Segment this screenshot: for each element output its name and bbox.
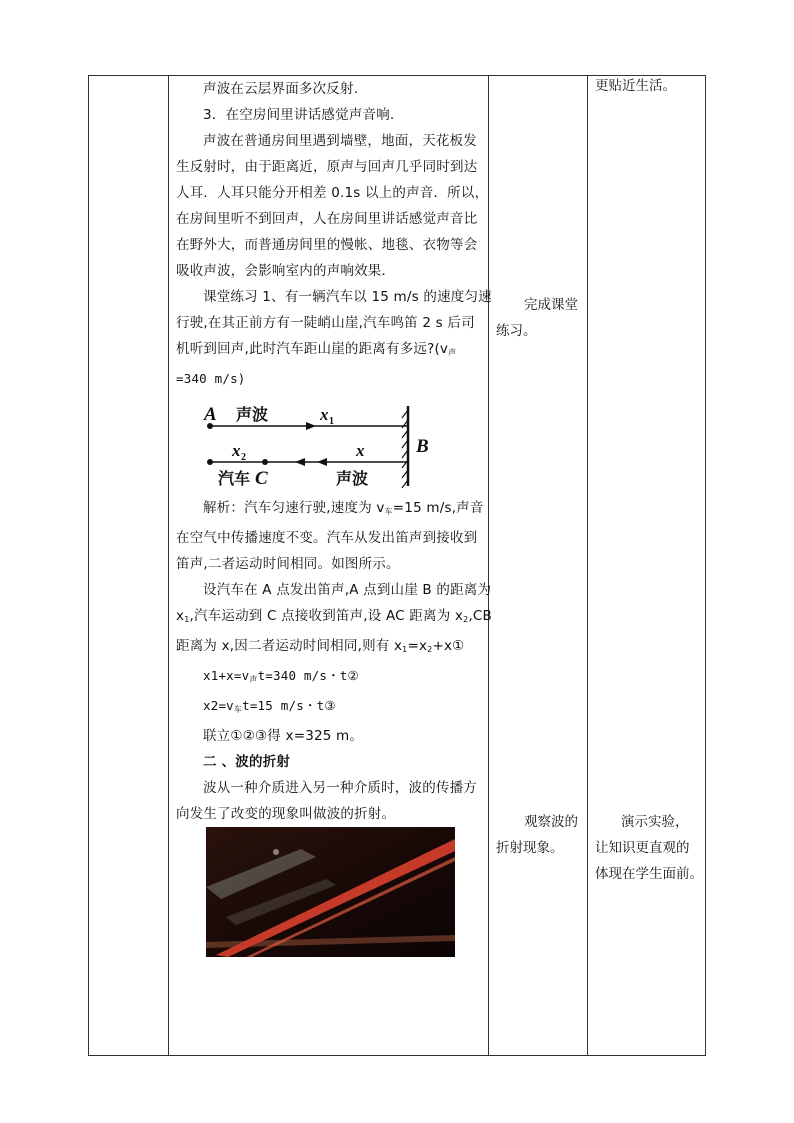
label-car: 汽车	[218, 469, 251, 488]
activity-line: 观察波的	[524, 814, 578, 830]
label-b: B	[416, 436, 429, 457]
solution-line: 设汽车在 A 点发出笛声,A 点到山崖 B 的距离为	[203, 582, 492, 598]
label-wave-bottom: 声波	[336, 469, 369, 488]
subscript: 车	[384, 507, 393, 516]
label-x1: x	[320, 405, 329, 424]
text-line: 向发生了改变的现象叫做波的折射。	[176, 806, 396, 822]
equation-line: $x2=v_车t=15$ m/s・t③	[203, 698, 336, 714]
text-line: 人耳．人耳只能分开相差 0.1s 以上的声音．所以，	[176, 185, 489, 201]
text-line: 生反射时，由于距离近，原声与回声几乎同时到达	[176, 159, 478, 175]
column-divider	[587, 76, 588, 1055]
solution-line: 在空气中传播速度不变。汽车从发出笛声到接收到	[176, 530, 478, 546]
lower-right-arrowhead	[317, 458, 327, 466]
exercise-line: =340 m/s)	[176, 371, 246, 386]
refraction-experiment-photo	[206, 827, 455, 957]
exercise-line: 行驶,在其正前方有一陡峭山崖,汽车鸣笛 2 s 后司	[176, 315, 475, 331]
label-x2-sub: 2	[241, 452, 246, 463]
intent-line: 让知识更直观的	[595, 840, 690, 856]
subscript: 1	[402, 645, 408, 654]
text-line: 吸收声波，会影响室内的声响效果．	[176, 263, 396, 279]
point-c-dot	[262, 459, 268, 465]
subscript: 1	[184, 615, 190, 624]
label-x2: x	[232, 441, 241, 460]
photo-illustration	[206, 827, 455, 957]
subscript: 2	[463, 615, 469, 624]
subscript: 2	[427, 645, 433, 654]
lower-left-arrowhead	[295, 458, 305, 466]
equation-line: 联立①②③得 x=325 m。	[203, 728, 364, 744]
intent-line: 更贴近生活。	[595, 78, 676, 94]
label-a: A	[204, 404, 217, 425]
exercise-line: 机听到回声,此时汽车距山崖的距离有多远$?(v_声$	[176, 341, 457, 357]
section-heading: 二 、波的折射	[203, 754, 291, 770]
intent-line: 演示实验，	[621, 814, 689, 830]
column-divider	[488, 76, 489, 1055]
solution-line: 解析：汽车匀速行驶,速度为 $v_车=15$ m/s,声音	[203, 500, 484, 516]
upper-arrowhead	[306, 422, 316, 430]
solution-line: $x_1$,汽车运动到 C 点接收到笛声,设 AC 距离为 $x_2,CB$	[176, 608, 492, 624]
label-x: x	[356, 441, 365, 460]
column-divider	[168, 76, 169, 1055]
text-line: 在房间里听不到回声，人在房间里讲话感觉声音比	[176, 211, 478, 227]
label-x1-sub: 1	[329, 416, 334, 427]
exercise-line: 课堂练习 1、有一辆汽车以 15 m/s 的速度匀速	[203, 289, 492, 305]
solution-line: 距离为 x,因二者运动时间相同,则有 $x_1=x_2+x①$	[176, 638, 465, 654]
activity-line: 完成课堂	[524, 297, 578, 313]
text-line: 3．在空房间里讲话感觉声音响.	[203, 107, 395, 123]
label-wave-top: 声波	[236, 405, 269, 424]
intent-line: 体现在学生面前。	[595, 866, 703, 882]
text-line: 在野外大，而普通房间里的慢帐、地毯、衣物等会	[176, 237, 478, 253]
text-line: 声波在普通房间里遇到墙壁，地面，天花板发	[203, 133, 477, 149]
subscript: 声	[448, 348, 457, 357]
activity-line: 练习。	[496, 323, 537, 339]
lesson-table	[88, 75, 706, 1056]
text-line: 声波在云层界面多次反射.	[203, 81, 359, 97]
solution-line: 笛声,二者运动时间相同。如图所示。	[176, 556, 400, 572]
car-start-dot	[207, 459, 213, 465]
label-c: C	[255, 468, 268, 489]
subscript: 声	[249, 675, 258, 684]
equation-line: $x1+x=v_声t=340$ m/s・t②	[203, 668, 359, 684]
text-line: 波从一种介质进入另一种介质时，波的传播方	[203, 780, 477, 796]
echo-diagram	[170, 400, 488, 490]
activity-line: 折射现象。	[496, 840, 564, 856]
subscript: 车	[233, 705, 243, 714]
